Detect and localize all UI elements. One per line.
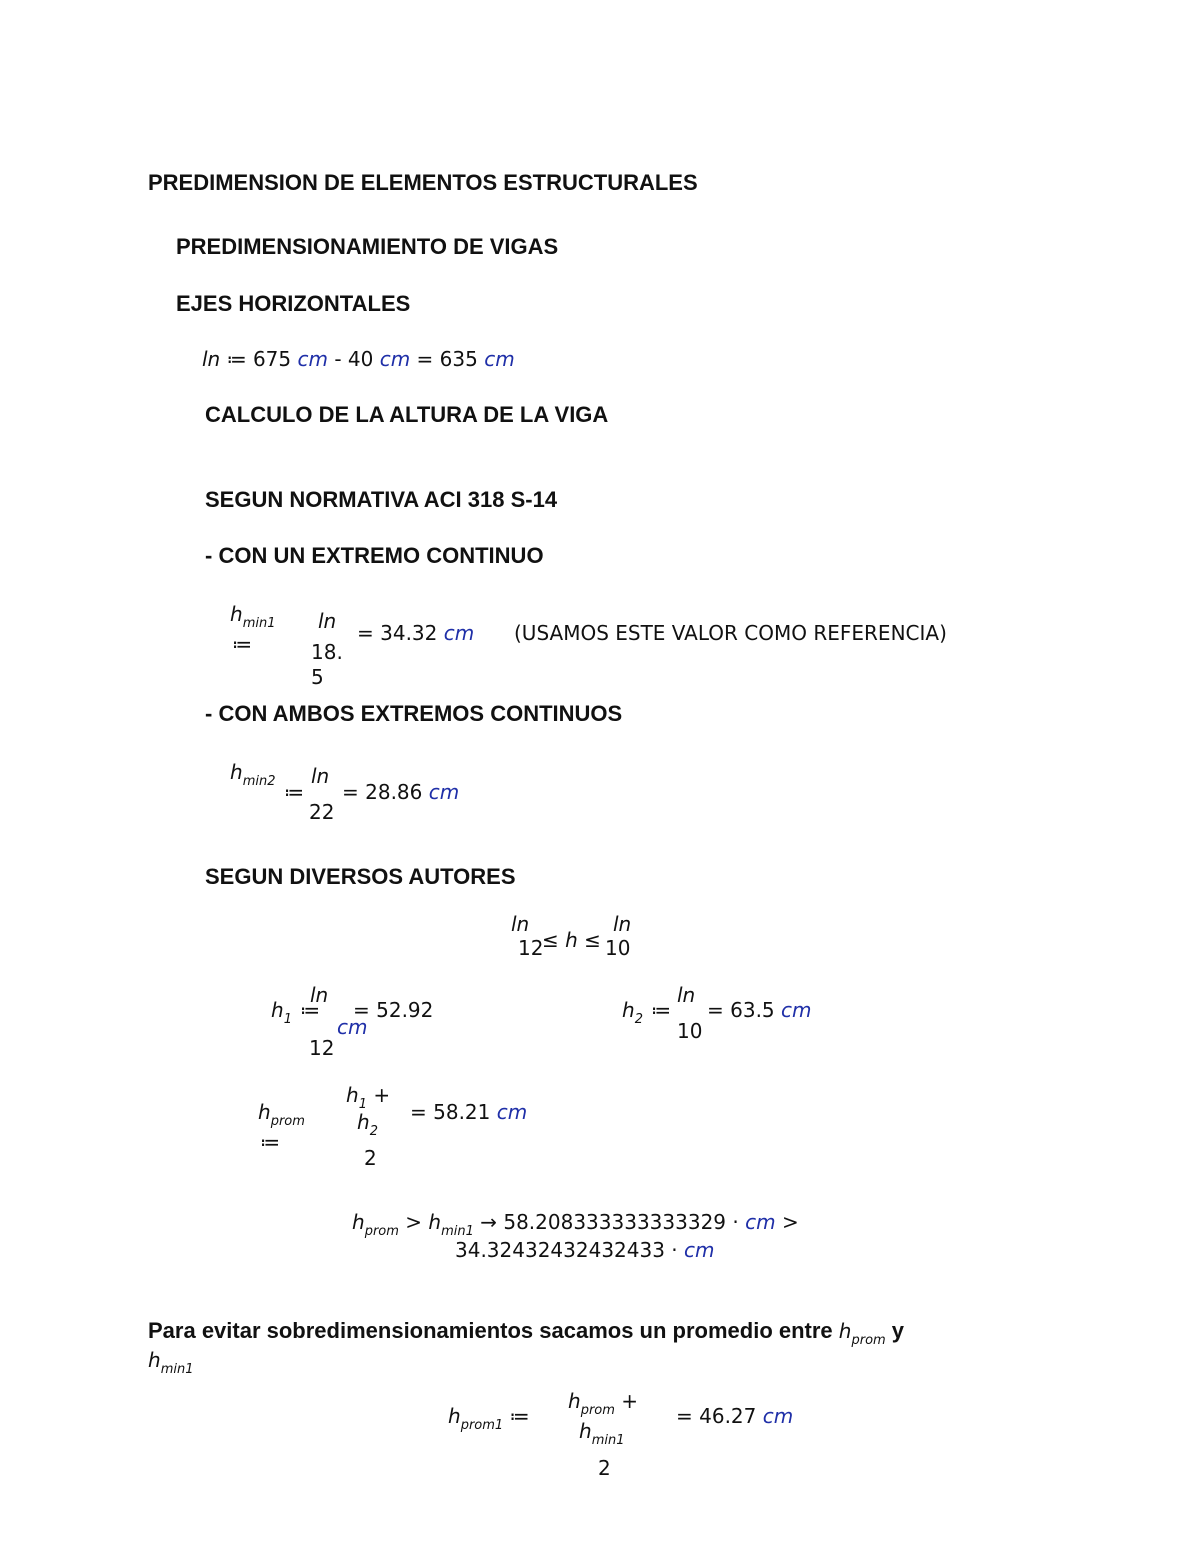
hprom-unit: cm: [496, 1100, 528, 1124]
comparison-line-2: [455, 1238, 715, 1262]
comparison-unit-2: cm: [684, 1238, 715, 1262]
hprom-denominator: 2: [364, 1146, 377, 1170]
hmin1-result: [357, 621, 474, 645]
hprom-numerator-a: [346, 1083, 391, 1112]
h2-unit: cm: [781, 998, 812, 1022]
h1-var: [271, 998, 292, 1027]
h1-assign: ≔: [300, 998, 320, 1022]
hmin1-var: [230, 602, 276, 631]
comparison-line-2-value: 34.32432432432433 ·: [455, 1238, 685, 1262]
hprom1-num-b-sub: min1: [591, 1433, 625, 1448]
hmin1-numerator: ln: [318, 609, 337, 633]
ln-unit-3: cm: [484, 347, 515, 371]
norm-heading: SEGUN NORMATIVA ACI 318 S-14: [205, 487, 558, 512]
comparison-gt-2: >: [775, 1210, 799, 1234]
hprom-var: [258, 1100, 305, 1129]
hmin1-value: = 34.32: [357, 621, 444, 645]
comparison-rhs-sub: min1: [441, 1224, 474, 1239]
hprom-num-a-h: h: [346, 1083, 359, 1107]
hprom-sub: prom: [270, 1114, 305, 1129]
h2-assign: ≔: [651, 998, 671, 1022]
hprom-num-b-sub: 2: [369, 1124, 378, 1139]
document-title: PREDIMENSION DE ELEMENTOS ESTRUCTURALES: [148, 170, 698, 195]
case1-heading: - CON UN EXTREMO CONTINUO: [205, 543, 544, 568]
calc-heading: CALCULO DE LA ALTURA DE LA VIGA: [205, 402, 609, 427]
hprom1-denominator: 2: [598, 1456, 611, 1480]
hmin1-denominator-1: 18.: [311, 640, 343, 664]
range-numerator-left: ln: [511, 912, 530, 936]
hprom1-plus: +: [614, 1389, 639, 1413]
hmin1-h: h: [230, 602, 243, 626]
comparison-arrow-value: → 58.208333333333329 ·: [473, 1210, 746, 1234]
subsection-heading: EJES HORIZONTALES: [176, 291, 411, 316]
hprom1-numerator-b: [579, 1419, 625, 1448]
hmin2-assign: ≔: [284, 780, 304, 804]
hmin2-unit: cm: [428, 780, 460, 804]
h1-sub: 1: [283, 1012, 292, 1027]
h2-h: h: [622, 998, 635, 1022]
hprom1-result: [676, 1404, 793, 1428]
hmin2-numerator: ln: [311, 764, 330, 788]
hprom-num-a-sub: 1: [358, 1097, 367, 1112]
avg-var-2-sub: min1: [160, 1362, 194, 1377]
ln-result: = 635: [410, 347, 485, 371]
hprom-assign: ≔: [260, 1130, 280, 1154]
hmin1-denominator-2: 5: [311, 665, 324, 689]
hmin1-assign: ≔: [232, 632, 252, 656]
hprom1-unit: cm: [762, 1404, 794, 1428]
hmin1-sub: min1: [242, 616, 276, 631]
ln-minus: - 40: [327, 347, 380, 371]
h2-denominator: 10: [677, 1019, 703, 1043]
ln-assign: ≔ 675: [220, 347, 298, 371]
h1-numerator: ln: [310, 983, 329, 1007]
comparison-rhs-h: h: [428, 1210, 442, 1234]
hmin2-sub: min2: [242, 774, 276, 789]
hprom1-value: = 46.27: [676, 1404, 763, 1428]
h2-numerator: ln: [677, 983, 696, 1007]
h2-result: [707, 998, 812, 1022]
section-heading: PREDIMENSIONAMIENTO DE VIGAS: [176, 234, 559, 259]
hmin2-h: h: [230, 760, 243, 784]
avg-and: y: [885, 1318, 905, 1343]
hprom1-sub: prom1: [460, 1418, 504, 1433]
authors-heading: SEGUN DIVERSOS AUTORES: [205, 864, 516, 889]
h1-unit: cm: [337, 1015, 368, 1039]
hmin2-value: = 28.86: [342, 780, 429, 804]
range-denominator-right: 10: [605, 936, 631, 960]
hprom1-numerator-a: [568, 1389, 639, 1418]
avg-text: Para evitar sobredimensionamientos sacamos un promedio entre: [148, 1318, 839, 1343]
range-numerator-right: ln: [613, 912, 632, 936]
hmin2-denominator: 22: [309, 800, 335, 824]
hprom1-h: h: [448, 1404, 461, 1428]
range-middle: ≤ h ≤: [542, 928, 601, 952]
hprom1-num-a-sub: prom: [580, 1403, 615, 1418]
h1-h: h: [271, 998, 284, 1022]
ln-var: ln: [202, 347, 221, 371]
hprom-numerator-b: [357, 1110, 378, 1139]
hprom-plus: +: [366, 1083, 391, 1107]
ln-unit-2: cm: [379, 347, 411, 371]
avg-var-1-h: h: [838, 1319, 852, 1343]
avg-var-1: [838, 1319, 886, 1348]
range-denominator-left: 12: [518, 936, 544, 960]
avg-line-2: [148, 1348, 194, 1377]
hprom-num-b-h: h: [357, 1110, 370, 1134]
comparison-unit-1: cm: [745, 1210, 776, 1234]
hprom-h: h: [258, 1100, 271, 1124]
hprom1-assign: ≔: [503, 1404, 530, 1428]
avg-var-1-sub: prom: [851, 1333, 886, 1348]
hmin2-var: [230, 760, 276, 789]
h1-result: = 52.92: [353, 998, 434, 1022]
hmin1-note: (USAMOS ESTE VALOR COMO REFERENCIA): [514, 621, 947, 645]
h2-sub: 2: [634, 1012, 643, 1027]
h2-value: = 63.5: [707, 998, 782, 1022]
comparison-gt: >: [398, 1210, 429, 1234]
ln-equation: [202, 347, 515, 371]
hprom-result: [410, 1100, 527, 1124]
h1-denominator: 12: [309, 1036, 335, 1060]
ln-unit-1: cm: [297, 347, 328, 371]
avg-line-1: [148, 1318, 905, 1348]
hmin1-unit: cm: [443, 621, 475, 645]
hmin2-result: [342, 780, 459, 804]
hprom1-num-a-h: h: [568, 1389, 581, 1413]
hprom1-var: [448, 1404, 530, 1433]
case2-heading: - CON AMBOS EXTREMOS CONTINUOS: [205, 701, 623, 726]
avg-var-2-h: h: [148, 1348, 161, 1372]
hprom1-num-b-h: h: [579, 1419, 592, 1443]
comparison-lhs-sub: prom: [364, 1224, 399, 1239]
comparison-lhs-h: h: [352, 1210, 365, 1234]
hprom-value: = 58.21: [410, 1100, 497, 1124]
comparison-line-1: [352, 1210, 799, 1239]
h2-var: [622, 998, 643, 1027]
